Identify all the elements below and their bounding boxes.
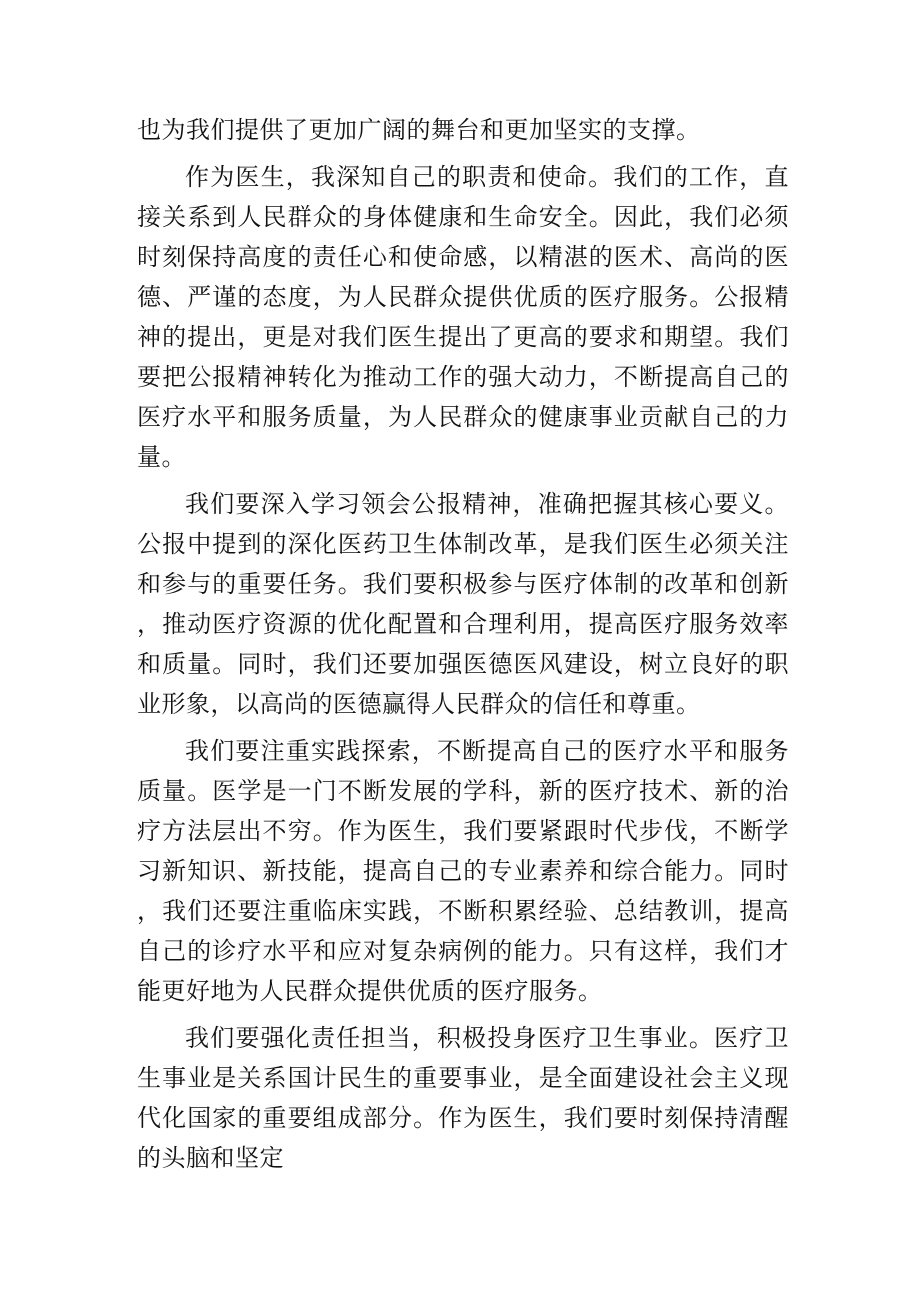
paragraph-duty-and-mission: 作为医生，我深知自己的职责和使命。我们的工作，直接关系到人民群众的身体健康和生命安全。因此，我们必须时刻保持高度的责任心和使命感，以精湛的医术、高尚的医德、严谨的态度，为人民群众提供优质的医疗服务。公报精神的提出，更是对我们医生提出了更高的要求和期望。我们要把公报精神转化为推动工作的强大动力，不断提高自己的医疗水平和服务质量，为人民群众的健康事业贡献自己的力量。 — [137, 163, 789, 471]
paragraph-responsibility: 我们要强化责任担当，积极投身医疗卫生事业。医疗卫生事业是关系国计民生的重要事业，是全面建设社会主义现代化国家的重要组成部分。作为医生，我们要时刻保持清醒的头脑和坚定 — [137, 1024, 789, 1172]
document-body — [137, 110, 789, 1185]
paragraph-study-communique: 我们要深入学习领会公报精神，准确把握其核心要义。公报中提到的深化医药卫生体制改革，是我们医生必须关注和参与的重要任务。我们要积极参与医疗体制的改革和创新，推动医疗资源的优化配置和合理利用，提高医疗服务效率和质量。同时，我们还要加强医德医风建设，树立良好的职业形象，以高尚的医德赢得人民群众的信任和尊重。 — [137, 490, 789, 718]
paragraph-practice-exploration: 我们要注重实践探索，不断提高自己的医疗水平和服务质量。医学是一门不断发展的学科，新的医疗技术、新的治疗方法层出不穷。作为医生，我们要紧跟时代步伐，不断学习新知识、新技能，提高自己的专业素养和综合能力。同时，我们还要注重临床实践，不断积累经验、总结教训，提高自己的诊疗水平和应对复杂病例的能力。只有这样，我们才能更好地为人民群众提供优质的医疗服务。 — [137, 737, 789, 1005]
paragraph-continuation: 也为我们提供了更加广阔的舞台和更加坚实的支撑。 — [137, 116, 701, 144]
